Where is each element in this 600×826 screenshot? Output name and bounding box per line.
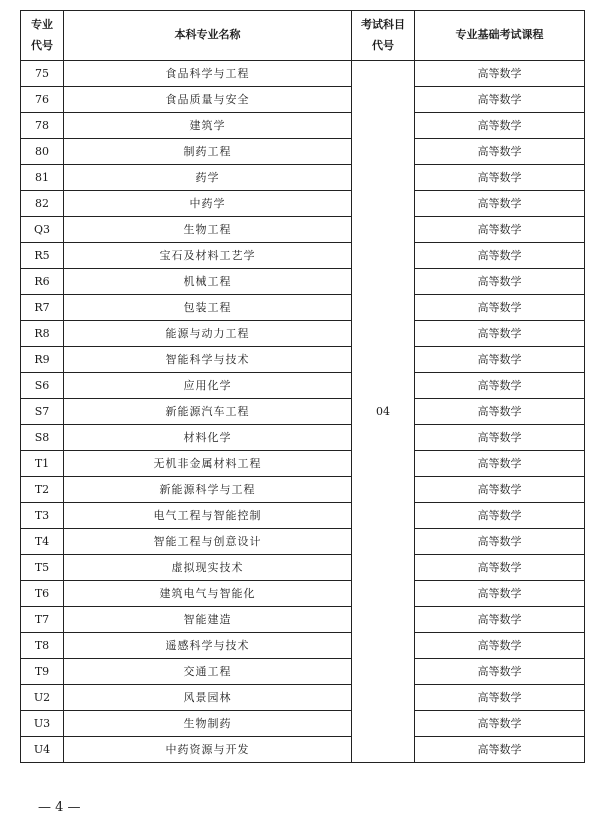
major-name-text: 生物工程 (183, 223, 232, 236)
course-cell: 高等数学 (415, 607, 585, 633)
exam-code-cell: 04 (352, 61, 415, 763)
major-name-cell (64, 685, 352, 711)
major-code-cell: T5 (21, 555, 64, 581)
major-name-text: 包装工程 (183, 301, 232, 314)
major-code-cell: 81 (21, 165, 64, 191)
major-name-cell (64, 217, 352, 243)
table-row (21, 217, 585, 243)
table-row (21, 347, 585, 373)
major-name-text: 中药学 (189, 197, 226, 210)
major-code-cell: T6 (21, 581, 64, 607)
major-code-cell: S6 (21, 373, 64, 399)
page-number: — 4 — (38, 800, 81, 815)
course-cell: 高等数学 (415, 581, 585, 607)
major-code-cell: T8 (21, 633, 64, 659)
major-code-cell: R8 (21, 321, 64, 347)
course-cell: 高等数学 (415, 633, 585, 659)
course-cell: 高等数学 (415, 321, 585, 347)
major-name-text: 能源与动力工程 (165, 327, 250, 340)
course-cell: 高等数学 (415, 451, 585, 477)
major-code-cell: S8 (21, 425, 64, 451)
major-name-text: 应用化学 (183, 379, 232, 392)
major-code-cell: 76 (21, 87, 64, 113)
major-code-cell: 82 (21, 191, 64, 217)
major-name-text: 无机非金属材料工程 (153, 457, 262, 470)
table-row (21, 477, 585, 503)
table-row (21, 555, 585, 581)
table-row (21, 191, 585, 217)
major-name-text: 风景园林 (183, 691, 232, 704)
major-name-text: 制药工程 (183, 145, 232, 158)
course-cell: 高等数学 (415, 659, 585, 685)
major-name-text: 生物制药 (183, 717, 232, 730)
table-row (21, 139, 585, 165)
course-cell: 高等数学 (415, 399, 585, 425)
major-code-cell: R9 (21, 347, 64, 373)
major-code-cell: T9 (21, 659, 64, 685)
table-row (21, 399, 585, 425)
course-cell: 高等数学 (415, 529, 585, 555)
major-name-cell (64, 321, 352, 347)
course-cell: 高等数学 (415, 425, 585, 451)
header-major-code-line2: 代号 (31, 38, 53, 52)
major-exam-table (20, 10, 585, 763)
course-cell: 高等数学 (415, 243, 585, 269)
major-name-cell (64, 737, 352, 763)
major-name-text: 宝石及材料工艺学 (159, 249, 256, 262)
major-name-cell (64, 87, 352, 113)
course-cell: 高等数学 (415, 87, 585, 113)
table-row (21, 243, 585, 269)
table-header-row (21, 11, 585, 61)
course-cell: 高等数学 (415, 737, 585, 763)
course-cell: 高等数学 (415, 503, 585, 529)
header-exam-code-line2: 代号 (372, 38, 394, 52)
course-cell: 高等数学 (415, 555, 585, 581)
major-name-cell (64, 61, 352, 87)
header-exam-code (352, 11, 415, 61)
major-name-cell (64, 607, 352, 633)
major-name-cell (64, 659, 352, 685)
table-row (21, 425, 585, 451)
major-code-cell: T2 (21, 477, 64, 503)
table-row (21, 711, 585, 737)
course-cell: 高等数学 (415, 165, 585, 191)
major-name-text: 遥感科学与技术 (165, 639, 250, 652)
major-name-text: 智能建造 (183, 613, 232, 626)
major-name-cell (64, 373, 352, 399)
major-code-cell: 80 (21, 139, 64, 165)
major-name-cell (64, 139, 352, 165)
major-code-cell: T7 (21, 607, 64, 633)
header-major-code (21, 11, 64, 61)
major-code-cell: U3 (21, 711, 64, 737)
header-exam-code-line1: 考试科目 (361, 17, 405, 31)
major-code-cell: R7 (21, 295, 64, 321)
table-row (21, 373, 585, 399)
course-cell: 高等数学 (415, 347, 585, 373)
major-name-cell (64, 347, 352, 373)
course-cell: 高等数学 (415, 373, 585, 399)
course-cell: 高等数学 (415, 217, 585, 243)
major-name-cell (64, 191, 352, 217)
table-row (21, 113, 585, 139)
course-cell: 高等数学 (415, 113, 585, 139)
table-row (21, 61, 585, 87)
major-name-text: 建筑学 (189, 119, 226, 132)
table-row (21, 607, 585, 633)
course-cell: 高等数学 (415, 191, 585, 217)
major-name-text: 药学 (195, 171, 220, 184)
major-code-cell: 78 (21, 113, 64, 139)
course-cell: 高等数学 (415, 139, 585, 165)
major-code-cell: U2 (21, 685, 64, 711)
major-name-text: 新能源科学与工程 (159, 483, 256, 496)
major-name-text: 机械工程 (183, 275, 232, 288)
major-name-cell (64, 243, 352, 269)
table-row (21, 295, 585, 321)
major-name-cell (64, 529, 352, 555)
table-row (21, 451, 585, 477)
table-row (21, 633, 585, 659)
major-code-cell: R5 (21, 243, 64, 269)
major-code-cell: T3 (21, 503, 64, 529)
major-name-cell (64, 451, 352, 477)
major-name-cell (64, 399, 352, 425)
course-cell: 高等数学 (415, 295, 585, 321)
major-name-cell (64, 581, 352, 607)
major-name-cell (64, 295, 352, 321)
table-row (21, 321, 585, 347)
major-name-cell (64, 165, 352, 191)
major-code-cell: R6 (21, 269, 64, 295)
table-row (21, 165, 585, 191)
major-name-cell (64, 555, 352, 581)
major-name-text: 新能源汽车工程 (165, 405, 250, 418)
major-name-text: 建筑电气与智能化 (159, 587, 256, 600)
table-row (21, 685, 585, 711)
table-row (21, 659, 585, 685)
table-row (21, 269, 585, 295)
table-row (21, 529, 585, 555)
major-name-text: 食品科学与工程 (165, 67, 250, 80)
table-row (21, 581, 585, 607)
major-name-cell (64, 711, 352, 737)
major-name-text: 智能工程与创意设计 (153, 535, 262, 548)
major-code-cell: S7 (21, 399, 64, 425)
table-row (21, 503, 585, 529)
major-name-cell (64, 269, 352, 295)
major-name-text: 中药资源与开发 (165, 743, 250, 756)
course-cell: 高等数学 (415, 477, 585, 503)
major-name-text: 材料化学 (183, 431, 232, 444)
major-name-text: 智能科学与技术 (165, 353, 250, 366)
course-cell: 高等数学 (415, 269, 585, 295)
major-name-cell (64, 425, 352, 451)
header-course: 专业基础考试课程 (415, 11, 585, 61)
major-name-text: 虚拟现实技术 (171, 561, 244, 574)
major-code-cell: 75 (21, 61, 64, 87)
major-name-cell (64, 113, 352, 139)
table-row (21, 87, 585, 113)
major-name-text: 电气工程与智能控制 (153, 509, 262, 522)
header-major-code-line1: 专业 (31, 17, 53, 31)
course-cell: 高等数学 (415, 685, 585, 711)
major-name-cell (64, 477, 352, 503)
major-code-cell: Q3 (21, 217, 64, 243)
course-cell: 高等数学 (415, 61, 585, 87)
header-major-name: 本科专业名称 (64, 11, 352, 61)
major-name-text: 交通工程 (183, 665, 232, 678)
major-name-text: 食品质量与安全 (165, 93, 250, 106)
major-code-cell: T4 (21, 529, 64, 555)
major-code-cell: T1 (21, 451, 64, 477)
course-cell: 高等数学 (415, 711, 585, 737)
major-name-cell (64, 503, 352, 529)
major-code-cell: U4 (21, 737, 64, 763)
table-row (21, 737, 585, 763)
major-name-cell (64, 633, 352, 659)
